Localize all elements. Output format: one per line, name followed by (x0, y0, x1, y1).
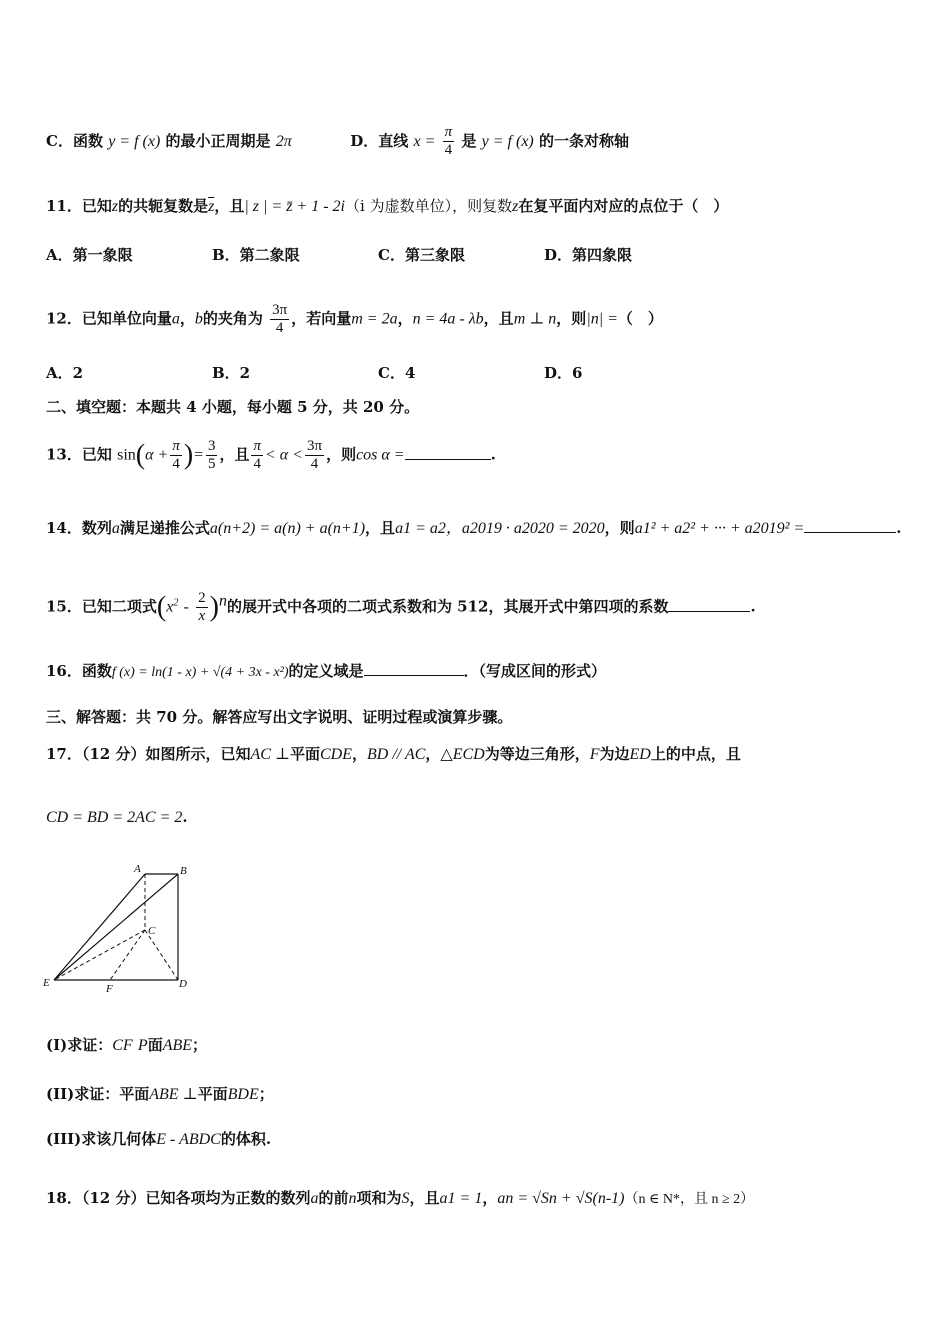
edge-AE (54, 874, 145, 980)
q11-option-b: B．第二象限 (212, 246, 300, 264)
label-E: E (43, 977, 50, 989)
answer-blank[interactable] (364, 661, 464, 676)
label-A: A (134, 863, 141, 875)
edge-CD (145, 930, 178, 980)
q12-option-d: D．6 (544, 364, 583, 382)
q11-option-d: D．第四象限 (544, 246, 633, 264)
q17-part-1: (I)求证：CF P面ABE； (46, 1036, 208, 1054)
q11-option-a: A．第一象限 (46, 246, 133, 264)
q17-part-2: (II)求证：平面ABE ⊥平面BDE； (46, 1085, 274, 1103)
q10-option-c: C．函数 y = f (x) 的最小正周期是 2π (46, 131, 292, 150)
question-16: 16．函数f (x) = ln(1 - x) + √(4 + 3x - x²)的定义域是 ．（写成区间的形式） (46, 662, 607, 680)
label-D: D (179, 978, 187, 990)
question-18: 18．（12 分）已知各项均为正数的数列a的前n项和为S，且a1 = 1，an = √Sn + √S(n-1)（n ∈ N*，且 n ≥ 2） (46, 1189, 755, 1207)
answer-blank[interactable] (668, 597, 750, 612)
angle-3pi-over-4: $\frac{3\pi}{4}$ (272, 302, 288, 336)
question-13: 13．已知 sin(α + $\frac{\pi}{4}$ )= $\frac{3}{5}$ ，且 $\frac{\pi}{4}$ < α < $\frac{3\pi}{4}$ ，则cos α = . (46, 438, 496, 472)
section-3-title: 三、解答题：共 70 分。解答应写出文字说明、证明过程或演算步骤。 (46, 708, 513, 726)
pi-over-4: $\frac{\pi}{4}$ (444, 124, 453, 158)
q12-option-b: B．2 (212, 364, 251, 382)
answer-blank[interactable] (405, 445, 491, 460)
q12-options (46, 363, 582, 383)
q10-options (46, 124, 629, 159)
question-17: 17．（12 分）如图所示，已知AC ⊥平面CDE，BD // AC，△ECD为等边三角形，F为边ED上的中点，且 (46, 745, 741, 763)
label-C: C (148, 925, 156, 937)
q12-option-a: A．2 (46, 364, 84, 382)
q12-option-c: C．4 (378, 364, 416, 382)
q11-options (46, 245, 632, 265)
label-B: B (180, 865, 187, 877)
question-12: 12．已知单位向量a，b的夹角为 $\frac{3\pi}{4}$ ，若向量m = 2a，n = 4a - λb，且m ⊥ n，则|n| =（ ） (46, 302, 663, 336)
question-15: 15．已知二项式($x^2$ - $\frac{2}{x}$ )$^n$的展开式中各项的二项式系数和为 512，其展开式中第四项的系数 . (46, 590, 756, 624)
section-2-title: 二、填空题：本题共 4 小题，每小题 5 分，共 20 分。 (46, 398, 420, 416)
edge-CF (110, 930, 145, 980)
sequence-a: a (111, 520, 120, 537)
label-F: F (106, 983, 113, 993)
answer-blank[interactable] (804, 518, 896, 533)
q11-option-c: C．第三象限 (378, 246, 465, 264)
q17-part-3: (III)求该几何体E - ABDC的体积. (46, 1130, 272, 1148)
geometry-figure (40, 858, 200, 993)
edge-CE (54, 930, 145, 980)
q10-option-d: D．直线 x = $\frac{\pi}{4}$ 是 y = f (x) 的一条对称轴 (350, 124, 630, 158)
q17-condition: CD = BD = 2AC = 2. (46, 808, 188, 826)
question-11: 11．已知z的共轭复数是$\overline{z}$，且| z | = z̄ + 1 - 2i（i 为虚数单位），则复数z在复平面内对应的点位于（ ） (46, 197, 729, 215)
question-14: 14．数列a满足递推公式a(n+2) = a(n) + a(n+1)，且a1 = a2，a2019 · a2020 = 2020，则a1² + a2² + ··· + a2019² = . (46, 519, 902, 537)
edge-BE (54, 874, 178, 980)
